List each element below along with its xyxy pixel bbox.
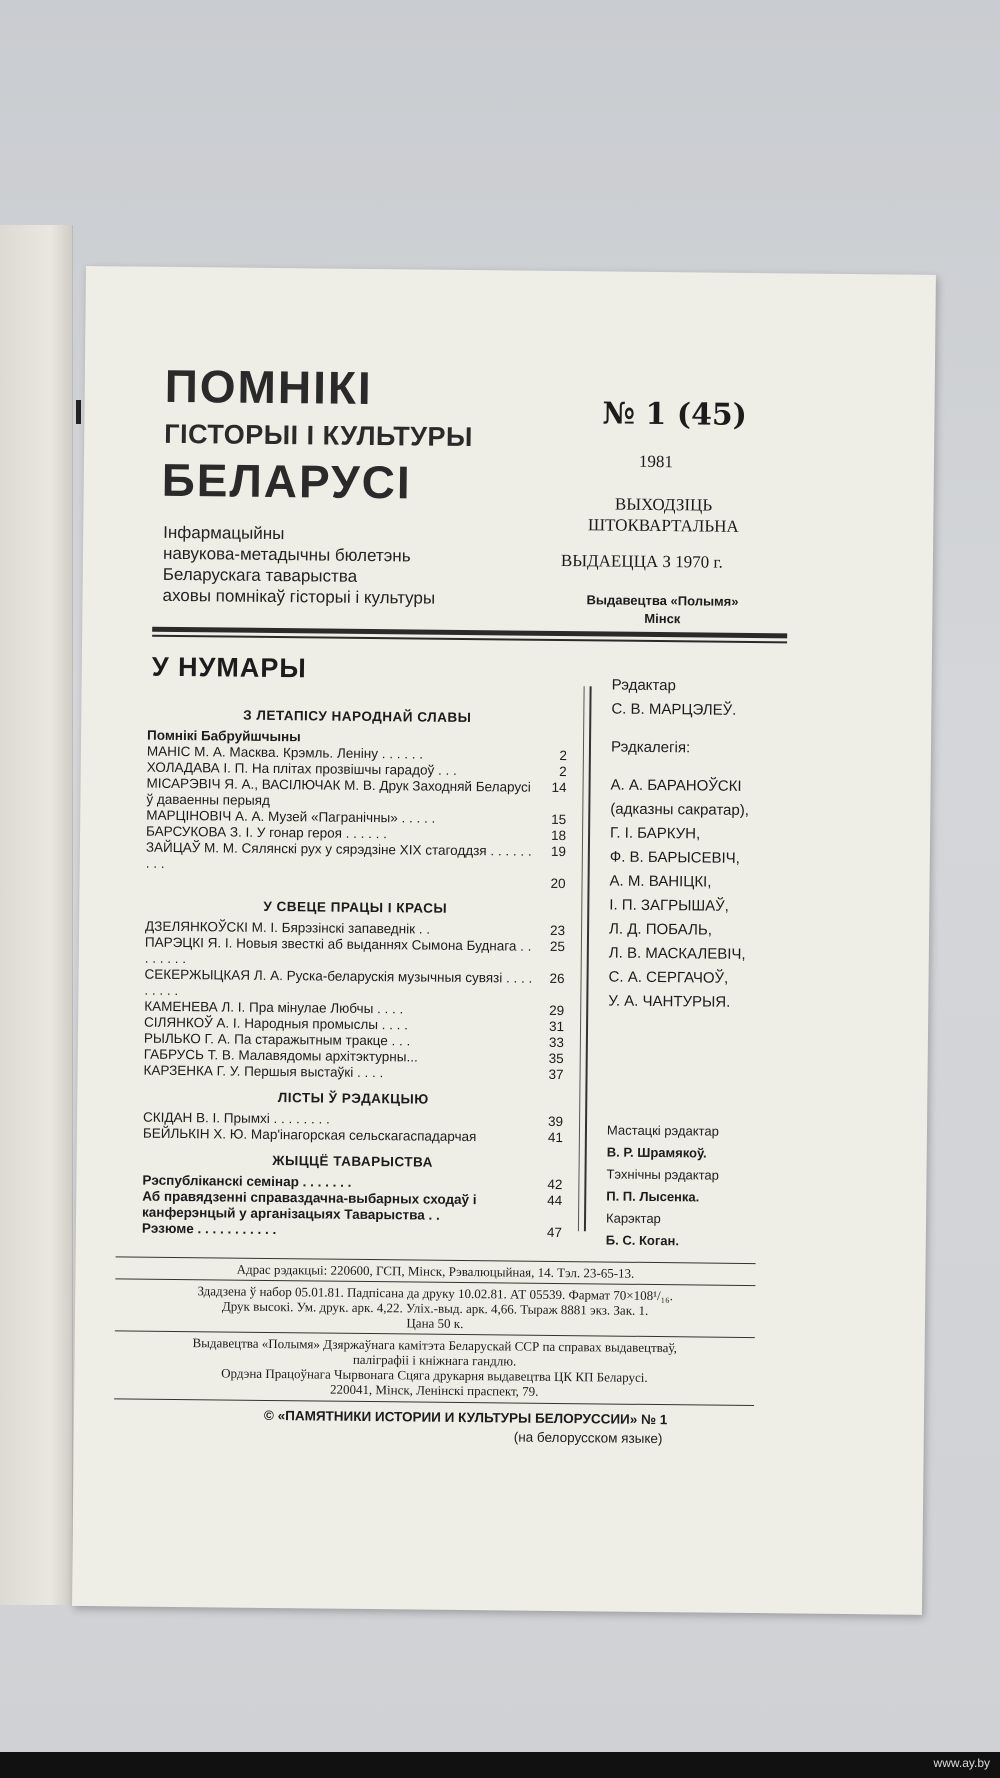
publisher: Выдавецтва «Полымя» Мінск [586,592,739,627]
toc-entry: ПАРЭЦКІ Я. І. Новыя звесткі аб выданнях Сымона Буднага . . . . . . . . 25 [144,934,565,967]
bottom-strip [0,1752,1000,1778]
staff-credits [606,1120,720,1253]
address-line: Адрас рэдакцыі: 220600, ГСП, Мінск, Рэвалюцыйная, 14. Тэл. 23-65-13. [236,1261,635,1281]
toc-section [142,1152,563,1241]
toc-entry: КАРЗЕНКА Г. У. Першыя выстаўкі . . . . 37 [143,1062,564,1083]
editor-name: С. В. МАРЦЭЛЕЎ. [611,700,737,719]
contents-heading: У НУМАРЫ [151,651,307,684]
board-member: С. А. СЕРГАЧОЎ, [608,968,729,987]
title-line-2: ГІСТОРЫІ І КУЛЬТУРЫ [164,418,474,453]
staff-name: Б. С. Коган. [605,1232,680,1249]
toc-entry: СЕКЕРЖЫЦКАЯ Л. А. Руска-беларускія музычныя сувязі . . . . . . . . . 26 [144,966,565,999]
russian-title: © «ПАМЯТНИКИ ИСТОРИИ И КУЛЬТУРЫ БЕЛОРУССИИ» № 1 [263,1407,668,1428]
board-member: А. М. ВАНІЦКІ, [609,872,712,891]
section-title: У СВЕЦЕ ПРАЦЫ І КРАСЫ [263,898,448,916]
publisher-line-2: паліграфіі і кніжнага гандлю. [352,1351,517,1369]
printer-line-1: Ордэна Працоўнага Чырвонага Сцяга друкарня выдавецтва ЦК КП Беларусі. [221,1365,648,1385]
toc-entry: МАНІС М. А. Масква. Крэмль. Леніну . . . . . . 2 [146,743,567,764]
section-title: З ЛЕТАПІСУ НАРОДНАЙ СЛАВЫ [243,707,472,726]
staff-role: Тэхнічны рэдактар [606,1166,719,1183]
toc-section [143,1089,564,1146]
column-divider [584,686,592,1231]
toc-entry: БЕЙЛЬКІН Х. Ю. Мар'інагорская сельскагаспадарчая 41 [142,1125,563,1146]
toc-entry: ХОЛАДАВА І. П. На плітах прозвішчы гарадоў . . . 2 [146,759,567,780]
section-title: ЛІСТЫ Ў РЭДАКЦЫЮ [277,1090,429,1107]
toc-entry: Помнікі Бабруйшчыны [147,727,301,745]
print-line-2: Друк высокі. Ум. друк. арк. 4,22. Уліх.-выд. арк. 4,66. Тыраж 8881 экз. Зак. 1. [221,1298,649,1318]
board-member: І. П. ЗАГРЫШАЎ, [609,896,729,915]
board-member: А. А. БАРАНОЎСКІ [610,776,742,795]
journal-page [72,266,936,1615]
printer-line-2: 220041, Мінск, Ленінскі праспект, 79. [329,1381,539,1399]
toc-entry: 20 [550,875,566,892]
toc-entry: СІЛЯНКОЎ А. І. Народныя промыслы . . . . 31 [144,1014,565,1035]
toc-entry: МІСАРЭВІЧ Я. А., ВАСІЛЮЧАК М. В. Друк Заходняй Беларусі ў даваенны перыяд 14 [146,775,567,808]
staff-role: Мастацкі рэдактар [606,1122,719,1139]
toc-entry: МАРЦІНОВІЧ А. А. Музей «Пагранічны» . . . . . 15 [146,807,567,828]
price: Цана 50 к. [406,1315,464,1332]
left-page-edge [0,225,73,1605]
staff-name: В. Р. Шрамякоў. [606,1144,707,1161]
toc-entry: БАРСУКОВА З. І. У гонар героя . . . . . . 18 [146,823,567,844]
board-label: Рэдкалегія: [610,738,691,757]
toc-entry: Аб правядзенні справаздачна-выбарных сходаў і канферэнцый у арганізацыях Таварыства . . 44 [142,1188,563,1223]
section-title: ЖЫЦЦЁ ТАВАРЫСТВА [272,1153,434,1170]
column-divider-thin [578,686,585,1231]
editorial-board [608,674,750,1015]
watermark: www.ay.by [933,1756,990,1770]
staff-role: Карэктар [605,1210,661,1227]
table-of-contents [142,697,568,1241]
issue-number: № 1 (45) [602,396,748,433]
title-line-1: ПОМНІКІ [164,359,374,415]
toc-entry: ГАБРУСЬ Т. В. Малавядомы архітэктурны... 35 [143,1046,564,1067]
editor-label: Рэдактар [611,676,676,695]
staff-name: П. П. Лысенка. [606,1188,700,1205]
frequency: ВЫХОДЗІЦЬ ШТОКВАРТАЛЬНА [587,494,739,536]
bulletin-description: Інфармацыйны навукова-метадычны бюлетэнь Беларускага таварыства аховы помнікаў гісторыі і культуры [162,522,436,608]
toc-section [143,898,565,1083]
toc-entry: ДЗЕЛЯНКОЎСКІ М. І. Бярэзінскі запаведнік . . 23 [145,918,566,939]
toc-entry: РЫЛЬКО Г. А. Па старажытным тракце . . . 33 [143,1030,564,1051]
board-member: Г. І. БАРКУН, [610,824,701,843]
issue-year: 1981 [638,451,674,472]
print-line-1: Здадзена ў набор 05.01.81. Падпісана да друку 10.02.81. АТ 05539. Фармат 70×108¹/₁₆. [197,1283,674,1304]
toc-entry: СКІДАН В. І. Прымхі . . . . . . . . 39 [143,1109,564,1130]
board-member: Л. Д. ПОБАЛЬ, [608,920,712,939]
board-member: Л. В. МАСКАЛЕВІЧ, [608,944,746,963]
board-member: Ф. В. БАРЫСЕВІЧ, [609,848,740,867]
spine-mark [76,400,81,424]
toc-entry: Рэзюме . . . . . . . . . . . 47 [141,1220,562,1241]
toc-entry: ЗАЙЦАЎ М. М. Сялянскі рух у сярэдзіне XIX стагоддзя . . . . . . . . . 19 [145,839,566,871]
toc-section [145,707,567,892]
published-since: ВЫДАЕЦЦА З 1970 г. [560,550,723,572]
publisher-line-1: Выдавецтва «Полымя» Дзяржаўнага камітэта Беларускай ССР па справах выдавецтваў, [192,1335,677,1356]
russian-language-note: (на белорусском языке) [513,1429,663,1447]
board-member: У. А. ЧАНТУРЫЯ. [608,992,731,1011]
toc-entry: КАМЕНЕВА Л. І. Пра мінулае Любчы . . . . 29 [144,998,565,1019]
board-member: (адказны сакратар), [610,800,750,819]
title-line-3: БЕЛАРУСІ [161,453,412,509]
toc-entry: Рэспубліканскі семінар . . . . . . . 42 [142,1172,563,1193]
